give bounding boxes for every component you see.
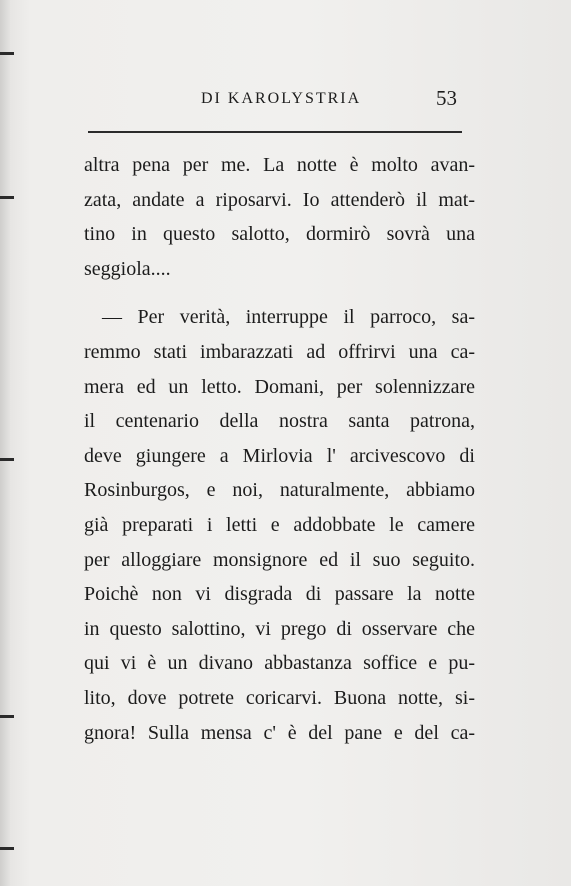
text-line: in questo salottino, vi prego di osservare che [84, 617, 475, 640]
margin-mark [0, 52, 14, 55]
text-line: — Per verità, interruppe il parroco, sa- [102, 306, 475, 329]
running-title: DI KAROLYSTRIA [201, 90, 362, 107]
text-line: per alloggiare monsignore ed il suo seguito. [84, 548, 475, 571]
margin-mark [0, 458, 14, 461]
page-binding-edge [0, 0, 10, 886]
text-line: deve giungere a Mirlovia l' arcivescovo di [84, 444, 475, 467]
paragraph-gap [84, 286, 475, 300]
margin-mark [0, 715, 14, 718]
page-header [88, 86, 488, 112]
text-line: Poichè non vi disgrada di passare la notte [84, 583, 475, 606]
text-line: gnora! Sulla mensa c' è del pane e del ca- [84, 721, 475, 744]
margin-mark [0, 847, 14, 850]
margin-mark [0, 196, 14, 199]
header-rule [88, 131, 462, 133]
text-line: tino in questo salotto, dormirò sovrà una [84, 223, 475, 246]
text-line: zata, andate a riposarvi. Io attenderò il mat- [84, 188, 475, 211]
text-line: mera ed un letto. Domani, per solennizzare [84, 375, 475, 398]
page-number: 53 [436, 86, 457, 110]
body-text [84, 148, 475, 750]
text-line: già preparati i letti e addobbate le camere [84, 513, 475, 536]
text-line: Rosinburgos, e noi, naturalmente, abbiamo [84, 479, 475, 502]
text-line: il centenario della nostra santa patrona, [84, 410, 475, 433]
text-line: remmo stati imbarazzati ad offrirvi una ca- [84, 340, 475, 363]
text-line: seggiola.... [84, 257, 171, 280]
text-line: lito, dove potrete coricarvi. Buona notte, si- [84, 686, 475, 709]
text-line: qui vi è un divano abbastanza soffice e pu- [84, 652, 475, 675]
text-line: altra pena per me. La notte è molto avan- [84, 154, 475, 176]
